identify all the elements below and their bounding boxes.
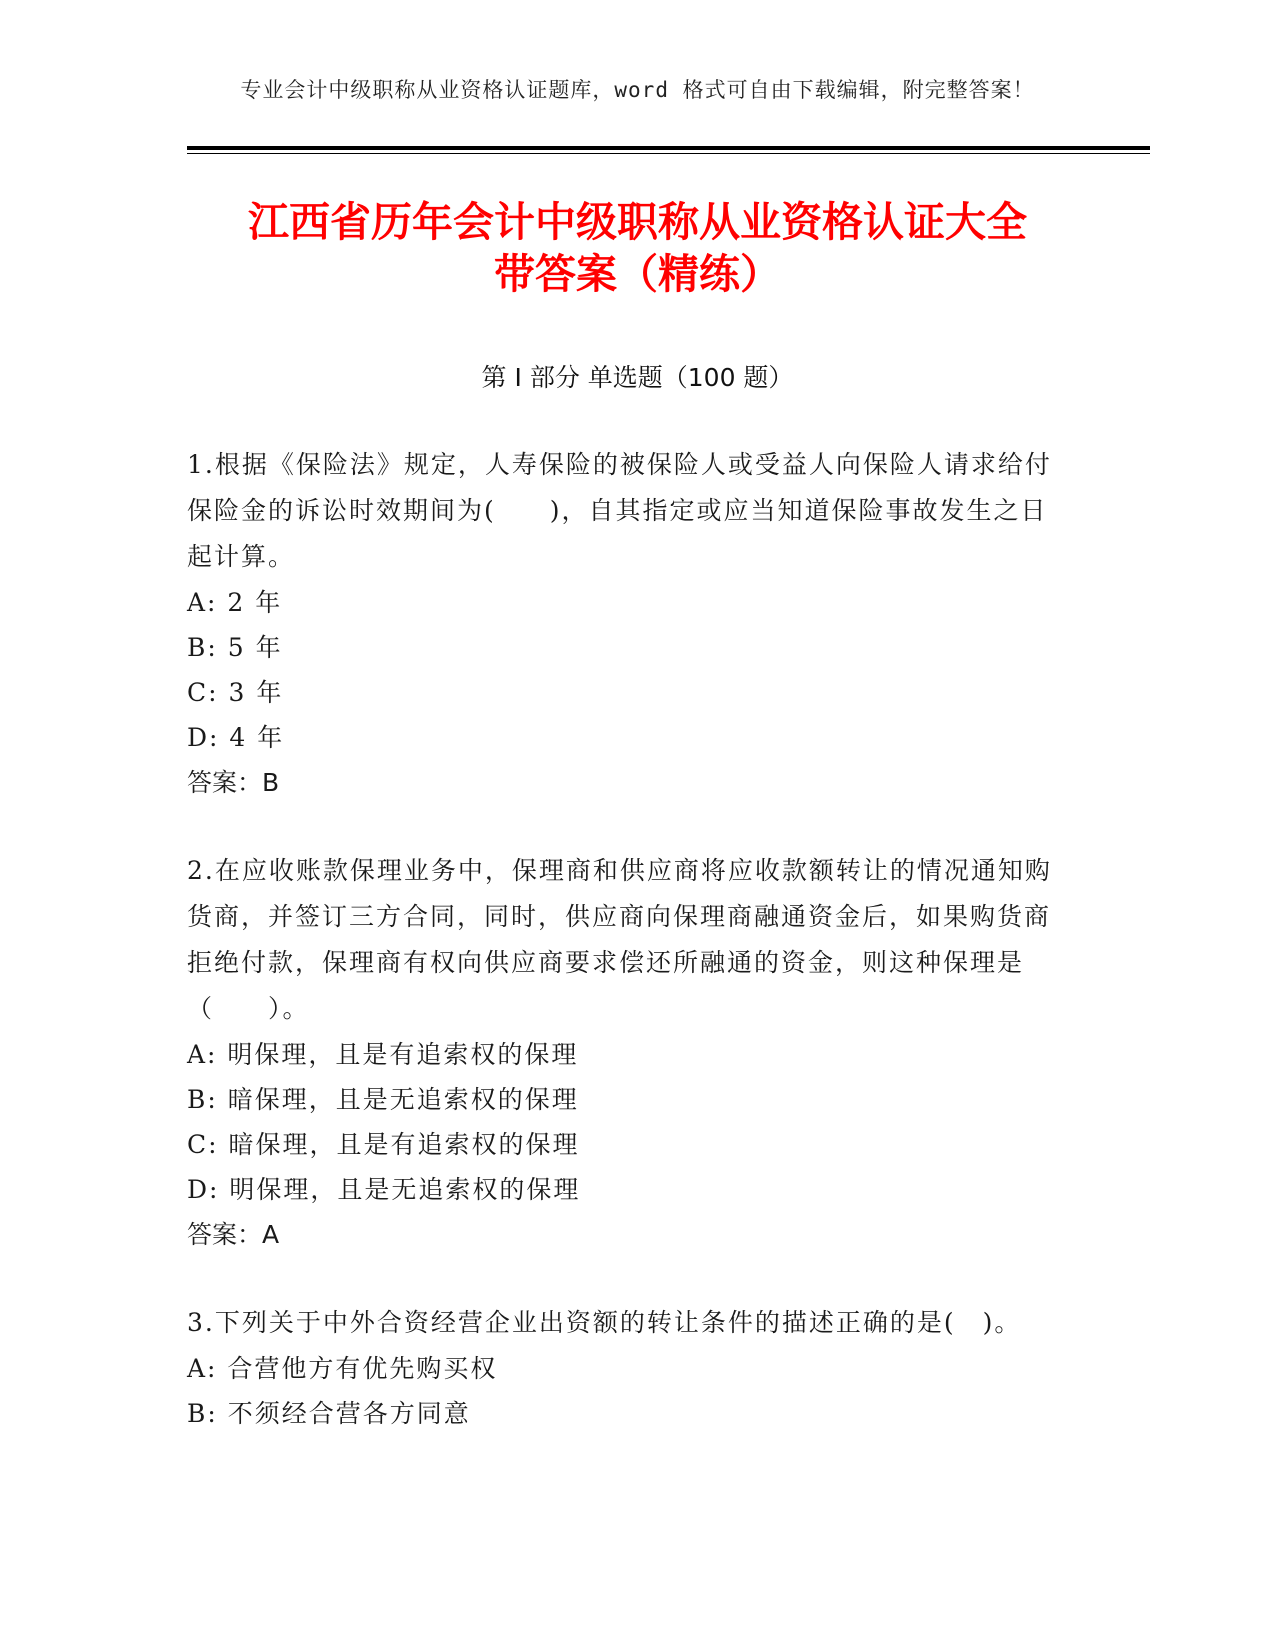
- question-1: [187, 442, 1067, 806]
- question-stem: 2.在应收账款保理业务中，保理商和供应商将应收款额转让的情况通知购货商，并签订三方合同，同时，供应商向保理商融通资金后，如果购货商拒绝付款，保理商有权向供应商要求偿还所融通的资金，则这种保理是（ ）。: [187, 856, 1052, 1023]
- option-a: A: 合营他方有优先购买权: [187, 1354, 498, 1383]
- section-title: 第 I 部分 单选题（100 题）: [481, 363, 794, 392]
- option-c: C: 3 年: [187, 678, 284, 707]
- option-b: B: 不须经合营各方同意: [187, 1399, 471, 1428]
- header-divider-thick: [187, 146, 1150, 150]
- header-note: 专业会计中级职称从业资格认证题库，word 格式可自由下载编辑，附完整答案！: [240, 78, 1035, 102]
- question-stem: 1.根据《保险法》规定，人寿保险的被保险人或受益人向保险人请求给付保险金的诉讼时效期间为( )，自其指定或应当知道保险事故发生之日起计算。: [187, 450, 1052, 571]
- question-3: [187, 1300, 1067, 1436]
- question-list: [187, 442, 1067, 1478]
- option-a: A: 2 年: [187, 588, 283, 617]
- question-stem: 3.下列关于中外合资经营企业出资额的转让条件的描述正确的是( )。: [187, 1308, 1022, 1337]
- document-title-line-1: 江西省历年会计中级职称从业资格认证大全: [248, 198, 1027, 246]
- document-title-line-2: 带答案（精练）: [494, 250, 781, 298]
- option-b: B: 暗保理，且是无追索权的保理: [187, 1085, 579, 1114]
- option-c: C: 暗保理，且是有追索权的保理: [187, 1130, 580, 1159]
- question-2: [187, 848, 1067, 1258]
- answer: 答案：B: [187, 768, 280, 797]
- option-b: B: 5 年: [187, 633, 283, 662]
- option-a: A: 明保理，且是有追索权的保理: [187, 1040, 579, 1069]
- option-d: D: 4 年: [187, 723, 285, 752]
- document-title: [160, 196, 1115, 300]
- header-divider-thin: [187, 153, 1150, 154]
- answer: 答案：A: [187, 1220, 280, 1249]
- option-d: D: 明保理，且是无追索权的保理: [187, 1175, 581, 1204]
